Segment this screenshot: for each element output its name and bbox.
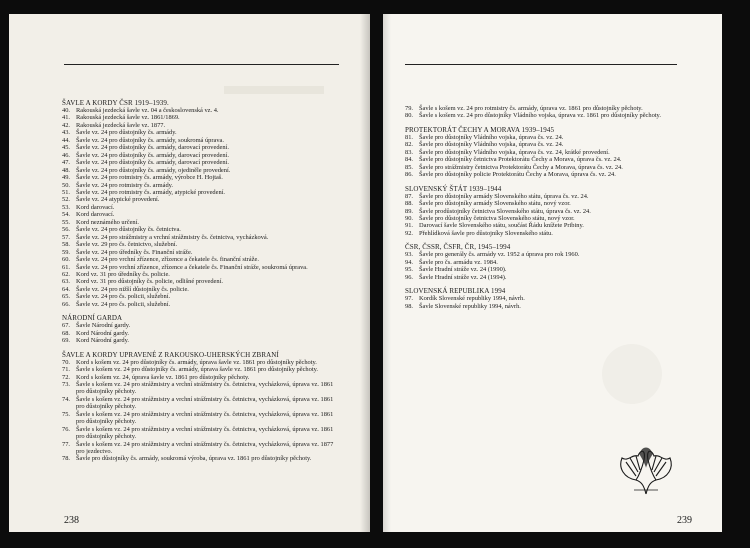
item-number: 47.	[62, 159, 70, 167]
item-number: 95.	[405, 266, 413, 274]
list-item	[62, 441, 339, 456]
list-item	[62, 322, 339, 329]
item-text: Kord s košem vz. 24 pro důstojníky čs. armády, úprava šavle vz. 1861 pro důstojníky pěchoty.	[76, 358, 317, 366]
item-text: Šavle vz. 24 pro rotmistry čs. armády, atypické provedení.	[76, 188, 226, 196]
item-number: 81.	[405, 133, 413, 141]
page-number: 239	[677, 515, 692, 526]
item-text: Šavle pro důstojníky armády Slovenského státu, nový vzor.	[419, 200, 571, 208]
list-item	[62, 174, 339, 181]
item-text: Šavle pro důstojníky policie Protektorátu Čechy a Morava, úprava čs. vz. 24.	[419, 171, 616, 179]
item-text: Šavle vz. 24 pro úředníky čs. Finanční stráže.	[76, 248, 193, 256]
item-text: Kord s košem vz. 24, úprava šavle vz. 1861 pro důstojníky pěchoty.	[76, 373, 250, 381]
list-item	[62, 144, 339, 151]
item-number: 67.	[62, 322, 70, 330]
list-item	[62, 301, 339, 308]
item-text: Kord Národní gardy.	[76, 329, 130, 337]
gutter-shadow	[383, 14, 391, 532]
item-text: Šavle vz. 24 pro čs. policii, služební.	[76, 293, 171, 301]
item-text: Šavle pro generály čs. armády vz. 1952 a úprava pro rok 1960.	[419, 251, 580, 259]
list-item	[62, 330, 339, 337]
list-item	[62, 249, 339, 256]
item-text: Šavle pro důstojníky Vládního vojska, úprava čs. vz. 24.	[419, 133, 564, 141]
item-text: Šavle vz. 24 pro důstojníky čs. armády, darovací provedení.	[76, 151, 229, 159]
item-text: Šavle s košem vz. 24 pro strážmistry a vrchní strážmistry čs. četnictva, vycházková, úprava vz. 1861 pro důstojníky pěchoty.	[76, 380, 334, 396]
item-text: Šavle pro strážmistry četnictva Protektorátu Čechy a Morava, úprava čs. vz. 24.	[419, 163, 623, 171]
list-item	[405, 230, 680, 237]
item-text: Šavle pro důstojníky Vládního vojska, úprava čs. vz. 24.	[419, 141, 564, 149]
item-text: Šavle Národní gardy.	[76, 322, 131, 330]
item-text: Šavle s košem vz. 24 pro strážmistry a vrchní strážmistry čs. četnictva, vycházková, úprava vz. 1861 pro důstojníky pěchoty.	[76, 395, 334, 411]
list-item	[405, 251, 680, 258]
item-number: 43.	[62, 129, 70, 137]
item-number: 63.	[62, 278, 70, 286]
item-text: Šavle pro čs. armádu vz. 1984.	[419, 258, 498, 266]
item-number: 48.	[62, 166, 70, 174]
item-number: 42.	[62, 121, 70, 129]
list-item	[405, 156, 680, 163]
list-item	[62, 426, 339, 441]
list-item	[405, 266, 680, 273]
list-item	[405, 222, 680, 229]
item-number: 46.	[62, 151, 70, 159]
item-number: 58.	[62, 241, 70, 249]
item-number: 52.	[62, 196, 70, 204]
item-number: 93.	[405, 251, 413, 259]
list-item	[62, 374, 339, 381]
list-item	[62, 381, 339, 396]
item-text: Rakouská jezdecká šavle vz. 1861/1869.	[76, 114, 180, 122]
item-number: 79.	[405, 105, 413, 112]
header-rule	[64, 64, 339, 65]
list-item	[62, 271, 339, 278]
header-rule	[405, 64, 677, 65]
item-number: 56.	[62, 226, 70, 234]
item-number: 72.	[62, 373, 70, 381]
list-item	[62, 159, 339, 166]
item-number: 83.	[405, 148, 413, 156]
item-number: 54.	[62, 211, 70, 219]
item-text: Šavle vz. 24 pro čs. policii, služební.	[76, 300, 171, 308]
item-text: Šavle s košem vz. 24 pro rotmistry čs. armády, úprava vz. 1861 pro důstojníky pěchoty.	[419, 105, 643, 112]
list-item	[62, 211, 339, 218]
list-item	[405, 200, 680, 207]
item-text: Šavle pro důstojníky četnictva Protektorátu Čechy a Morava, úprava čs. vz. 24.	[419, 156, 622, 164]
section-heading: SLOVENSKÝ ŠTÁT 1939–1944	[405, 184, 502, 193]
item-number: 73.	[62, 380, 70, 388]
list-item	[62, 337, 339, 344]
item-number: 57.	[62, 233, 70, 241]
item-number: 51.	[62, 188, 70, 196]
item-number: 40.	[62, 107, 70, 114]
item-text: Rakouská jezdecká šavle vz. 04 a československá vz. 4.	[76, 107, 219, 114]
item-text: Šavle vz. 29 pro čs. četnictvo, služební.	[76, 241, 178, 249]
item-text: Šavle vz. 24 pro nižší důstojníky čs. policie.	[76, 285, 189, 293]
list-item	[62, 264, 339, 271]
item-text: Šavle s košem vz. 24 pro strážmistry a vrchní strážmistry čs. četnictva, vycházková, úprava vz. 1861 pro důstojníky pěchoty.	[76, 410, 334, 426]
gutter-shadow	[360, 14, 370, 532]
item-text: Šavle pro důstojníky Vládního vojska, úprava čs. vz. 24, krátké provedení.	[419, 148, 610, 156]
page-number: 238	[64, 515, 79, 526]
item-number: 68.	[62, 329, 70, 337]
item-text: Šavle pro důstojníky četnictva Slovenského státu, nový vzor.	[419, 214, 575, 222]
section-heading: ŠAVLE A KORDY ČSR 1919–1939.	[62, 99, 169, 107]
item-number: 76.	[62, 425, 70, 433]
item-number: 97.	[405, 295, 413, 303]
item-number: 98.	[405, 302, 413, 310]
list-item	[62, 167, 339, 174]
list-item	[405, 141, 680, 148]
item-text: Šavle Hradní stráže vz. 24 (1994).	[419, 273, 507, 281]
section-heading: ČSR, ČSSR, ČSFR, ČR, 1945–1994	[405, 243, 511, 252]
section-heading: PROTEKTORÁT ČECHY A MORAVA 1939–1945	[405, 125, 555, 134]
item-number: 94.	[405, 258, 413, 266]
item-text: Šavle vz. 24 atypické provedení.	[76, 196, 160, 204]
item-text: Šavle prodůstojníky četnictva Slovenského státu, úprava čs. vz. 24.	[419, 207, 591, 215]
item-number: 70.	[62, 358, 70, 366]
item-text: Šavle vz. 24 pro strážmistry a vrchní strážmistry čs. četnictva, vycházková.	[76, 233, 269, 241]
linden-leaf-emblem-icon	[614, 442, 678, 498]
item-number: 91.	[405, 222, 413, 230]
item-text: Šavle vz. 24 pro rotmistry čs. armády, výrobce H. Hojtaš.	[76, 174, 223, 182]
list-item	[62, 226, 339, 233]
list-item	[62, 107, 339, 114]
item-text: Kord darovací.	[76, 211, 115, 219]
item-number: 77.	[62, 440, 70, 448]
item-number: 41.	[62, 114, 70, 122]
item-text: Šavle pro důstojníky čs. armády, soukromá výroba, úprava vz. 1861 pro důstojníky pěchoty.	[76, 455, 312, 463]
list-item	[62, 396, 339, 411]
faint-bleed-through	[602, 344, 662, 404]
section-heading: ŠAVLE A KORDY UPRAVENÉ Z RAKOUSKO-UHERSKÝCH ZBRANÍ	[62, 350, 279, 359]
item-number: 62.	[62, 270, 70, 278]
item-text: Šavle vz. 24 pro důstojníky čs. armády, ojediněle provedení.	[76, 166, 231, 174]
list-item	[62, 278, 339, 285]
list-item	[62, 114, 339, 121]
list-item	[405, 303, 680, 310]
item-number: 66.	[62, 300, 70, 308]
item-number: 59.	[62, 248, 70, 256]
faint-bleed-through	[224, 86, 324, 94]
item-text: Kord neznámého určení.	[76, 218, 139, 226]
item-number: 64.	[62, 285, 70, 293]
item-number: 69.	[62, 337, 70, 345]
item-number: 92.	[405, 229, 413, 237]
item-number: 60.	[62, 256, 70, 264]
item-text: Šavle Slovenské republiky 1994, návrh.	[419, 302, 521, 310]
item-text: Šavle s košem vz. 24 pro strážmistry a vrchní strážmistry čs. četnictva, vycházková, úprava vz. 1861 pro důstojníky pěchoty.	[76, 425, 334, 441]
item-number: 87.	[405, 192, 413, 200]
item-number: 50.	[62, 181, 70, 189]
item-text: Kordík Slovenské republiky 1994, návrh.	[419, 295, 525, 303]
item-text: Šavle Hradní stráže vz. 24 (1990).	[419, 266, 507, 274]
list-item	[405, 171, 680, 178]
item-number: 75.	[62, 410, 70, 418]
item-number: 53.	[62, 203, 70, 211]
list-item	[62, 129, 339, 136]
item-number: 80.	[405, 112, 413, 120]
item-text: Přehlídková šavle pro důstojníky Slovenského státu.	[419, 229, 553, 237]
item-number: 78.	[62, 455, 70, 463]
left-page	[9, 14, 370, 532]
list-item	[62, 359, 339, 366]
left-column	[62, 99, 339, 463]
item-text: Kord vz. 31 pro úředníky čs. policie.	[76, 270, 170, 278]
list-item	[405, 112, 680, 119]
list-item	[405, 274, 680, 281]
item-text: Šavle s košem vz. 24 pro strážmistry a vrchní strážmistry čs. četnictva, vycházková, úprava vz. 1877 pro jezdectvo.	[76, 440, 334, 456]
item-text: Šavle vz. 24 pro důstojníky čs. armády, darovací provedení.	[76, 144, 229, 152]
item-text: Šavle vz. 24 pro vrchní zřízence, zřízence a čekatele čs. finanční stráže.	[76, 256, 259, 264]
list-item	[62, 196, 339, 203]
item-number: 71.	[62, 366, 70, 374]
item-text: Rakouská jezdecká šavle vz. 1877.	[76, 121, 166, 129]
item-number: 55.	[62, 218, 70, 226]
item-number: 90.	[405, 214, 413, 222]
list-item	[62, 182, 339, 189]
item-text: Šavle vz. 24 pro vrchní zřízence, zřízence a čekatele čs. Finanční stráže, soukromá úprava.	[76, 263, 308, 271]
item-text: Kord darovací.	[76, 203, 115, 211]
item-text: Kord Národní gardy.	[76, 337, 130, 345]
section-heading: NÁRODNÍ GARDA	[62, 314, 123, 323]
item-number: 45.	[62, 144, 70, 152]
list-item	[62, 293, 339, 300]
list-item	[62, 241, 339, 248]
item-number: 65.	[62, 293, 70, 301]
item-text: Šavle pro důstojníky armády Slovenského státu, úprava čs. vz. 24.	[419, 192, 589, 200]
list-item	[405, 208, 680, 215]
list-item	[62, 366, 339, 373]
item-number: 74.	[62, 395, 70, 403]
item-number: 84.	[405, 156, 413, 164]
item-text: Šavle vz. 24 pro důstojníky čs. armády.	[76, 129, 177, 137]
item-number: 85.	[405, 163, 413, 171]
item-text: Šavle vz. 24 pro důstojníky čs. armády, darovací provedení.	[76, 159, 229, 167]
right-column	[405, 105, 680, 310]
item-text: Darovací šavle Slovenského státu, součást Řádu knížete Pribiny.	[419, 222, 584, 230]
list-item	[62, 455, 339, 462]
item-number: 61.	[62, 263, 70, 271]
item-text: Kord vz. 31 pro důstojníky čs. policie, odlišné provedení.	[76, 278, 223, 286]
list-item	[62, 411, 339, 426]
item-text: Šavle s košem vz. 24 pro důstojníky Vládního vojska, úprava vz. 1861 pro důstojníky pěchoty.	[419, 112, 661, 120]
item-text: Šavle vz. 24 pro důstojníky čs. četnictva.	[76, 226, 181, 234]
right-page	[383, 14, 722, 532]
item-number: 49.	[62, 174, 70, 182]
item-number: 82.	[405, 141, 413, 149]
list-item	[405, 193, 680, 200]
item-number: 88.	[405, 200, 413, 208]
item-number: 89.	[405, 207, 413, 215]
list-item	[62, 256, 339, 263]
item-number: 44.	[62, 136, 70, 144]
item-text: Šavle vz. 24 pro důstojníky čs. armády, soukromá úprava.	[76, 136, 224, 144]
section-heading: SLOVENSKÁ REPUBLIKA 1994	[405, 287, 506, 296]
item-text: Šavle vz. 24 pro rotmistry čs. armády.	[76, 181, 174, 189]
item-text: Šavle s košem vz. 24 pro důstojníky čs. armády, úprava šavle vz. 1861 pro důstojníky pěchoty.	[76, 366, 318, 374]
item-number: 96.	[405, 273, 413, 281]
list-item	[62, 204, 339, 211]
item-number: 86.	[405, 171, 413, 179]
list-item	[405, 295, 680, 302]
